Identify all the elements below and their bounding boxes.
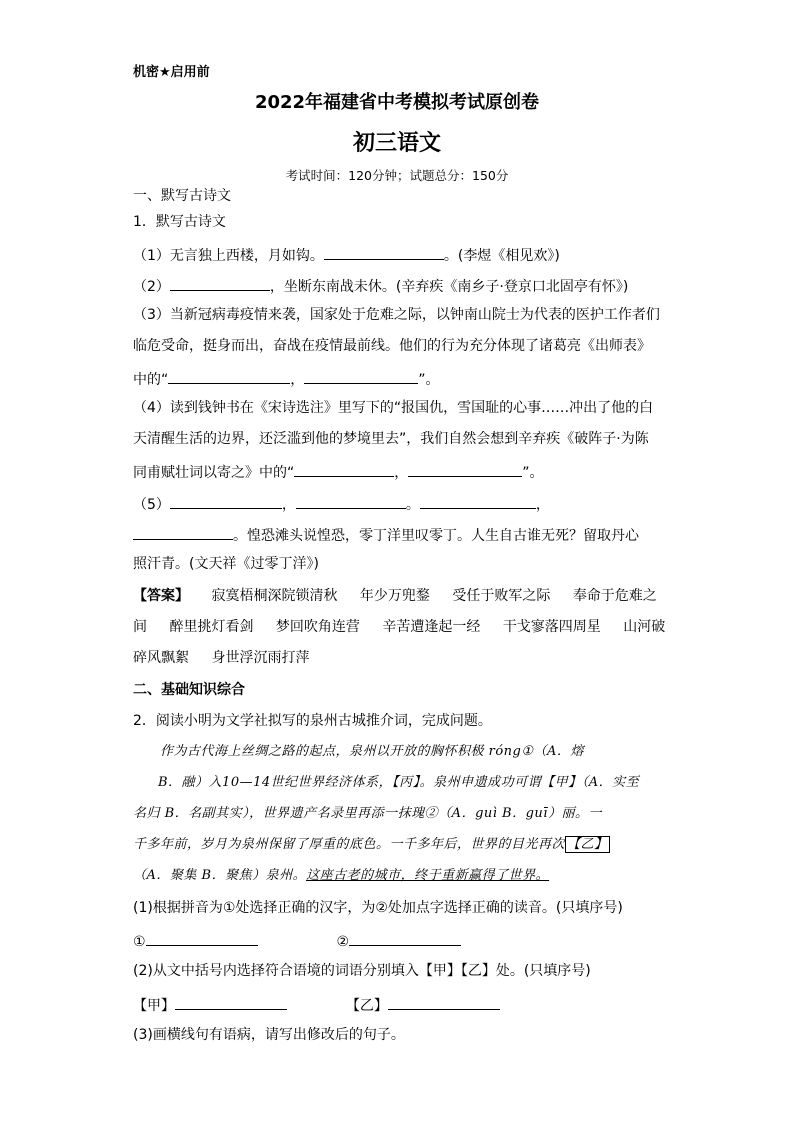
section-2-heading: 二、基础知识综合 (133, 682, 245, 698)
answer-mark-jia: 【甲】 (133, 998, 175, 1014)
item-3-text-c: ”。 (418, 372, 440, 388)
item-5-text-d: ， (535, 497, 550, 513)
blank-jia: 【甲】 (541, 775, 582, 790)
blank (168, 368, 290, 384)
question-2-label: 2．阅读小明为文学社拟写的泉州古城推介词，完成问题。 (133, 713, 492, 729)
blank (304, 368, 418, 384)
item-3-line-1: （3）当新冠病毒疫情来袭，国家处于危难之际，以钟南山院士为代表的医护工作者们 (133, 307, 660, 323)
item-5-line-2 (133, 524, 639, 545)
answer-item: 身世浮沉雨打萍 (211, 650, 310, 666)
item-4-line-3 (133, 461, 544, 482)
answer-item: 受任于败军之际 (452, 588, 551, 604)
item-1 (133, 244, 560, 265)
answer-item: 醉里挑灯看剑 (169, 619, 254, 635)
passage-text: （A．聚集 B．聚焦）泉州。 (133, 868, 307, 883)
answer-line-1 (133, 587, 675, 605)
item-5-text-l2: 。惶恐滩头说惶恐，零丁洋里叹零丁。人生自古谁无死？留取丹心 (233, 528, 639, 544)
item-2-text-a: （2） (133, 279, 170, 295)
question-1-label: 1．默写古诗文 (133, 214, 226, 230)
answer-item: 寂寞梧桐深院锁清秋 (211, 588, 338, 604)
item-3-line-2: 临危受命，挺身而出，奋战在疫情最前线。他们的行为充分体现了诸葛亮《出师表》 (133, 338, 651, 354)
answer-mark-1: ① (133, 934, 146, 950)
answer-line-2 (133, 618, 683, 636)
blank (324, 244, 444, 260)
answer-item: 辛苦遭逢起一经 (382, 619, 481, 635)
blank (408, 461, 522, 477)
answer-item: 间 (133, 619, 147, 635)
item-1-text-b: 。(李煜《相见欢》) (443, 248, 560, 264)
answer-blank[interactable] (388, 994, 500, 1010)
sub-question-3: (3)画横线句有语病，请写出修改后的句子。 (133, 1027, 405, 1043)
blank (296, 493, 406, 509)
answer-item: 奉命于危难之 (572, 588, 657, 604)
item-3-text-a: 中的“ (133, 372, 169, 388)
item-1-text-a: （1）无言独上西楼，月如钩。 (133, 248, 324, 264)
subject-title: 初三语文 (352, 131, 441, 156)
answer-item: 年少万兜鍪 (359, 588, 430, 604)
confidential-label: 机密★启用前 (133, 65, 210, 80)
blank (170, 275, 270, 291)
passage-text: B．融）入10—14世纪世界经济体系， (158, 775, 393, 790)
item-4-text-c: ”。 (522, 465, 544, 481)
item-3-line-3 (133, 368, 440, 389)
item-4-line-1: （4）读到钱钟书在《宋诗选注》里写下的“报国仇，雪国耻的心事……冲出了他的白 (133, 400, 654, 416)
blank (170, 493, 282, 509)
passage-text: 。泉州申遗成功可谓 (419, 775, 542, 790)
item-5-text-a: （5） (133, 497, 170, 513)
item-4-text-a: 同甫赋壮词以寄之》中的“ (133, 465, 295, 481)
passage-line-5 (133, 867, 549, 885)
answer-blank[interactable] (146, 930, 258, 946)
answer-mark-yi: 【乙】 (345, 998, 388, 1014)
exam-title: 2022年福建省中考模拟考试原创卷 (254, 92, 540, 113)
item-5-line-1 (133, 493, 550, 514)
blank (420, 493, 536, 509)
passage-line-3: 名归 B．名副其实），世界遗产名录里再添一抹瑰②（A．guì B．guī）丽。一 (133, 806, 602, 821)
answer-label: 【答案】 (133, 588, 189, 604)
answer-blank[interactable] (349, 930, 461, 946)
answer-item: 山河破 (623, 619, 666, 635)
section-1-heading: 一、默写古诗文 (133, 188, 231, 204)
flawed-sentence: 这座古老的城市，终于重新赢得了世界。 (306, 868, 550, 883)
answer-line-3 (133, 649, 327, 667)
passage-line-2 (158, 774, 639, 792)
passage-line-4 (133, 836, 610, 854)
blank-bing: 【丙】 (392, 775, 420, 790)
answer-item: 碎风飘絮 (133, 650, 189, 666)
blank (133, 524, 233, 540)
item-5-text-b: ， (281, 497, 296, 513)
exam-info: 考试时间：120分钟；试题总分：150分 (285, 168, 509, 183)
item-5-line-3: 照汗青。(文天祥《过零丁洋》) (133, 556, 319, 572)
answer-blank[interactable] (175, 994, 287, 1010)
answer-item: 梦回吹角连营 (275, 619, 360, 635)
passage-text: （A．实至 (581, 775, 640, 790)
sub-question-2-answers (133, 994, 500, 1015)
item-2 (133, 275, 628, 296)
item-3-text-b: ， (290, 372, 305, 388)
blank-yi: 【乙】 (567, 837, 608, 852)
passage-text: 千多年前，岁月为泉州保留了厚重的底色。一千多年后，世界的目光再次 (133, 837, 566, 852)
item-4-text-b: ， (394, 465, 409, 481)
blank (294, 461, 394, 477)
sub-question-1: (1)根据拼音为①处选择正确的汉字，为②处加点字选择正确的读音。(只填序号) (133, 900, 623, 916)
item-4-line-2: 天清醒生活的边界，还泛滥到他的梦境里去”，我们自然会想到辛弃疾《破阵子·为陈 (133, 431, 649, 447)
sub-question-1-answers (133, 930, 461, 951)
item-2-text-b: ，坐断东南战未休。(辛弃疾《南乡子·登京口北固亭有怀》) (269, 279, 629, 295)
sub-question-2: (2)从文中括号内选择符合语境的词语分别填入【甲】【乙】处。(只填序号) (133, 963, 591, 979)
answer-item: 干戈寥落四周星 (502, 619, 601, 635)
passage-line-1: 作为古代海上丝绸之路的起点，泉州以开放的胸怀积极 róng①（A．熔 (160, 744, 584, 759)
answer-mark-2: ② (336, 934, 350, 950)
item-5-text-c: 。 (405, 497, 420, 513)
